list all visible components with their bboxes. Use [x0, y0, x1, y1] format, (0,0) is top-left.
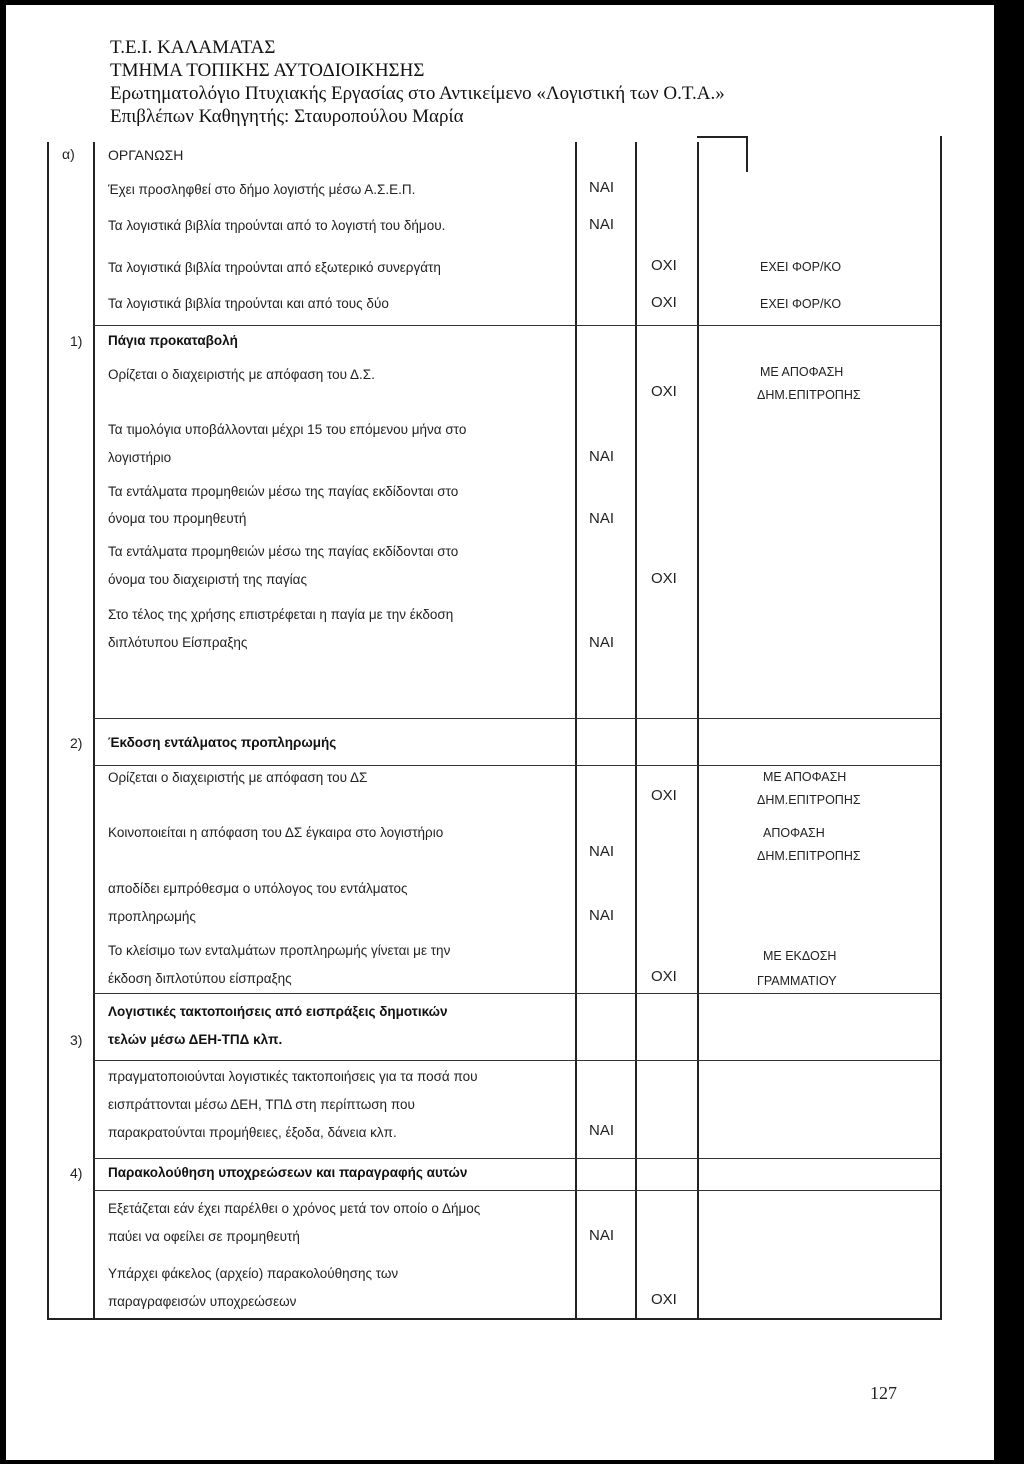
- question-text: λογιστήριο: [108, 450, 172, 465]
- question-text: Ορίζεται ο διαχειριστής με απόφαση του ΔΣ: [108, 770, 368, 785]
- question-text: Το κλείσιμο των ενταλμάτων προπληρωμής γίνεται με την: [108, 943, 451, 958]
- answer-note: ΔΗΜ.ΕΠΙΤΡΟΠΗΣ: [757, 849, 861, 863]
- question-text: Τα λογιστικά βιβλία τηρούνται και από τους δύο: [108, 296, 389, 311]
- section-2-number: 2): [70, 735, 83, 751]
- column-divider-no: [697, 142, 699, 1320]
- answer-yes: ΝΑΙ: [589, 510, 615, 527]
- column-divider-question: [575, 142, 577, 1320]
- answer-note: ΔΗΜ.ΕΠΙΤΡΟΠΗΣ: [757, 388, 861, 402]
- row-divider: [93, 1190, 940, 1191]
- table-border-bottom: [47, 1318, 942, 1320]
- question-text: Κοινοποιείται η απόφαση του ΔΣ έγκαιρα στο λογιστήριο: [108, 825, 444, 840]
- row-divider: [93, 1060, 940, 1061]
- question-text: Τα εντάλματα προμηθειών μέσω της παγίας εκδίδονται στο: [108, 544, 459, 559]
- row-divider: [93, 993, 940, 994]
- notes-header-top: [697, 136, 747, 138]
- question-text: έκδοση διπλοτύπου είσπραξης: [108, 971, 292, 986]
- question-text: εισπράττονται μέσω ΔΕΗ, ΤΠΔ στη περίπτωση που: [108, 1097, 415, 1112]
- answer-note: ΓΡΑΜΜΑΤΙΟΥ: [757, 974, 837, 988]
- column-divider-number: [93, 142, 95, 1320]
- question-text: Στο τέλος της χρήσης επιστρέφεται η παγία με την έκδοση: [108, 607, 454, 622]
- question-text: Εξετάζεται εάν έχει παρέλθει ο χρόνος μετά τον οποίο ο Δήμος: [108, 1201, 481, 1216]
- answer-no: ΟΧΙ: [651, 294, 677, 311]
- column-divider-notes-top: [746, 136, 748, 172]
- question-text: όνομα του διαχειριστή της παγίας: [108, 572, 307, 587]
- answer-note: ΑΠΟΦΑΣΗ: [763, 826, 825, 840]
- question-text: παύει να οφείλει σε προμηθευτή: [108, 1229, 300, 1244]
- answer-note: ΔΗΜ.ΕΠΙΤΡΟΠΗΣ: [757, 793, 861, 807]
- answer-note: ΜΕ ΕΚΔΟΣΗ: [763, 949, 837, 963]
- scan-border-top: [0, 0, 1024, 5]
- question-text: Έχει προσληφθεί στο δήμο λογιστής μέσω Α.Σ.Ε.Π.: [108, 182, 416, 197]
- header-institution: Τ.Ε.Ι. ΚΑΛΑΜΑΤΑΣ: [110, 37, 276, 58]
- table-border-right: [940, 136, 942, 1320]
- scan-border-left: [0, 0, 6, 1464]
- answer-yes: ΝΑΙ: [589, 634, 615, 651]
- section-1-number: 1): [70, 333, 83, 349]
- section-a-number: α): [62, 146, 75, 162]
- answer-no: ΟΧΙ: [651, 787, 677, 804]
- answer-yes: ΝΑΙ: [589, 216, 615, 233]
- question-text: παραγραφεισών υποχρεώσεων: [108, 1294, 297, 1309]
- page-number: 127: [870, 1383, 897, 1403]
- answer-yes: ΝΑΙ: [589, 1227, 615, 1244]
- header-department: ΤΜΗΜΑ ΤΟΠΙΚΗΣ ΑΥΤΟΔΙΟΙΚΗΣΗΣ: [110, 60, 425, 81]
- answer-no: ΟΧΙ: [651, 1291, 677, 1308]
- header-questionnaire-title: Ερωτηματολόγιο Πτυχιακής Εργασίας στο Αντικείμενο «Λογιστική των Ο.Τ.Α.»: [110, 83, 725, 104]
- answer-yes: ΝΑΙ: [589, 448, 615, 465]
- scan-border-bottom: [0, 1460, 1024, 1464]
- question-text: παρακρατούνται προμήθειες, έξοδα, δάνεια κλπ.: [108, 1125, 397, 1140]
- row-divider: [93, 1158, 940, 1159]
- row-divider: [93, 718, 940, 719]
- question-text: όνομα του προμηθευτή: [108, 511, 247, 526]
- question-text: Τα εντάλματα προμηθειών μέσω της παγίας εκδίδονται στο: [108, 484, 459, 499]
- answer-yes: ΝΑΙ: [589, 843, 615, 860]
- answer-note: ΜΕ ΑΠΟΦΑΣΗ: [763, 770, 847, 784]
- section-1-title: Πάγια προκαταβολή: [108, 333, 238, 348]
- answer-no: ΟΧΙ: [651, 968, 677, 985]
- question-text: Τα λογιστικά βιβλία τηρούνται από εξωτερικό συνεργάτη: [108, 260, 441, 275]
- section-4-title: Παρακολούθηση υποχρεώσεων και παραγραφής αυτών: [108, 1165, 468, 1180]
- answer-note: ΕΧΕΙ ΦΟΡ/ΚΟ: [760, 297, 842, 311]
- question-text: Υπάρχει φάκελος (αρχείο) παρακολούθησης των: [108, 1266, 399, 1281]
- answer-note: ΕΧΕΙ ΦΟΡ/ΚΟ: [760, 260, 842, 274]
- answer-yes: ΝΑΙ: [589, 907, 615, 924]
- question-text: πραγματοποιούνται λογιστικές τακτοποιήσεις για τα ποσά που: [108, 1069, 478, 1084]
- scan-border-right: [994, 0, 1024, 1464]
- answer-note: ΜΕ ΑΠΟΦΑΣΗ: [760, 365, 844, 379]
- question-text: Τα τιμολόγια υποβάλλονται μέχρι 15 του επόμενου μήνα στο: [108, 422, 467, 437]
- header-supervisor: Επιβλέπων Καθηγητής: Σταυροπούλου Μαρία: [110, 106, 464, 127]
- table-border-left: [47, 142, 49, 1320]
- question-text: διπλότυπου Είσπραξης: [108, 635, 248, 650]
- answer-yes: ΝΑΙ: [589, 1122, 615, 1139]
- answer-no: ΟΧΙ: [651, 257, 677, 274]
- section-3-title: τελών μέσω ΔΕΗ-ΤΠΔ κλπ.: [108, 1032, 283, 1047]
- section-2-title: Έκδοση εντάλματος προπληρωμής: [108, 735, 337, 750]
- answer-no: ΟΧΙ: [651, 570, 677, 587]
- section-3-title: Λογιστικές τακτοποιήσεις από εισπράξεις δημοτικών: [108, 1004, 448, 1019]
- section-4-number: 4): [70, 1165, 83, 1181]
- section-3-number: 3): [70, 1032, 83, 1048]
- column-divider-yes: [635, 142, 637, 1320]
- answer-no: ΟΧΙ: [651, 383, 677, 400]
- answer-yes: ΝΑΙ: [589, 179, 615, 196]
- document-header: [110, 36, 725, 128]
- row-divider: [93, 765, 940, 766]
- section-a-title: ΟΡΓΑΝΩΣΗ: [108, 147, 184, 163]
- question-text: Ορίζεται ο διαχειριστής με απόφαση του Δ.Σ.: [108, 367, 375, 382]
- question-text: Τα λογιστικά βιβλία τηρούνται από το λογιστή του δήμου.: [108, 218, 446, 233]
- question-text: προπληρωμής: [108, 909, 196, 924]
- row-divider: [93, 325, 940, 326]
- question-text: αποδίδει εμπρόθεσμα ο υπόλογος του εντάλματος: [108, 881, 408, 896]
